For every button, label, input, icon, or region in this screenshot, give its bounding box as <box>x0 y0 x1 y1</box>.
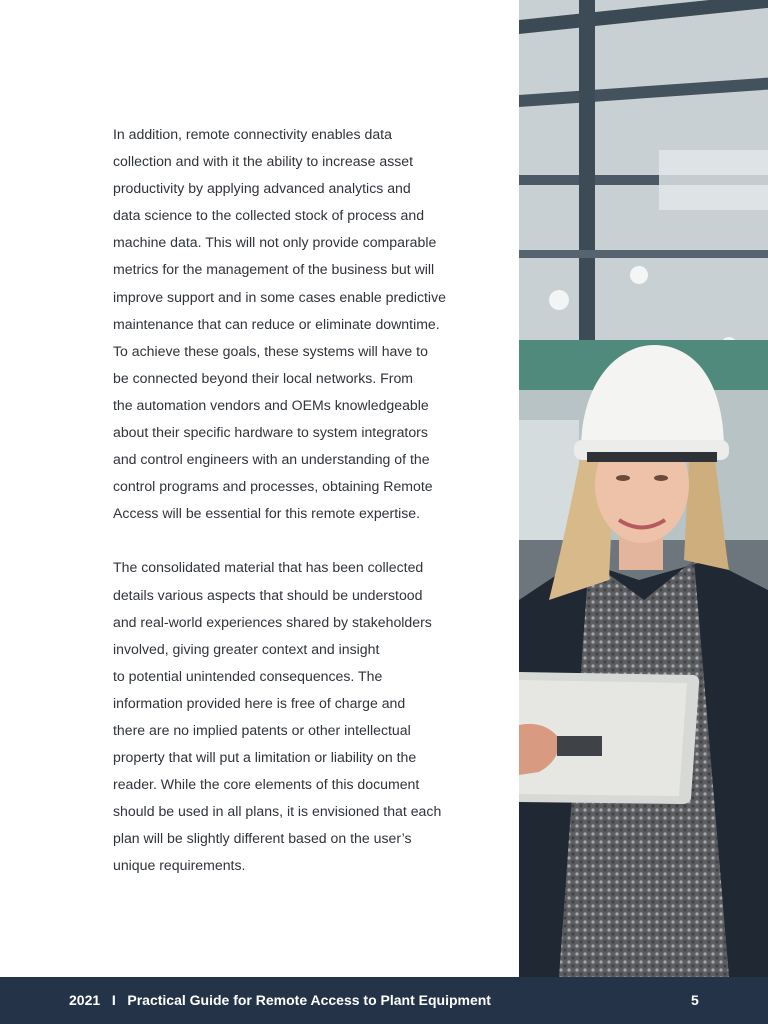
page-footer <box>0 977 768 1024</box>
body-paragraph-2: The consolidated material that has been collected details various aspects that should be understood and real-world experiences shared by stakeholders involved, giving greater context and insight to potential unintended consequences. The information provided here is free of charge and there are no implied patents or other intellectual property that will put a limitation or liability on the reader. While the core elements of this document should be used in all plans, it is envisioned that each plan will be slightly different based on the user’s unique requirements. <box>113 559 442 874</box>
footer-year: 2021 <box>69 992 101 1008</box>
footer-separator: I <box>111 992 116 1008</box>
photo-illustration <box>519 0 768 977</box>
footer-title-line <box>69 992 491 1008</box>
engineer-with-tablet-photo <box>519 0 768 977</box>
body-paragraph-1: In addition, remote connectivity enables data collection and with it the ability to increase asset productivity by applying advanced analytics and data science to the collected stock of process and machine data. This will not only provide comparable metrics for the management of the business but will improve support and in some cases enable predictive maintenance that can reduce or eliminate downtime. To achieve these goals, these systems will have to be connected beyond their local networks. From the automation vendors and OEMs knowledgeable about their specific hardware to system integrators and control engineers with an understanding of the control programs and processes, obtaining Remote Access will be essential for this remote expertise. <box>113 126 446 522</box>
footer-page-number: 5 <box>691 992 699 1008</box>
body-text-column <box>113 121 485 880</box>
footer-document-title: Practical Guide for Remote Access to Plant Equipment <box>127 992 491 1008</box>
